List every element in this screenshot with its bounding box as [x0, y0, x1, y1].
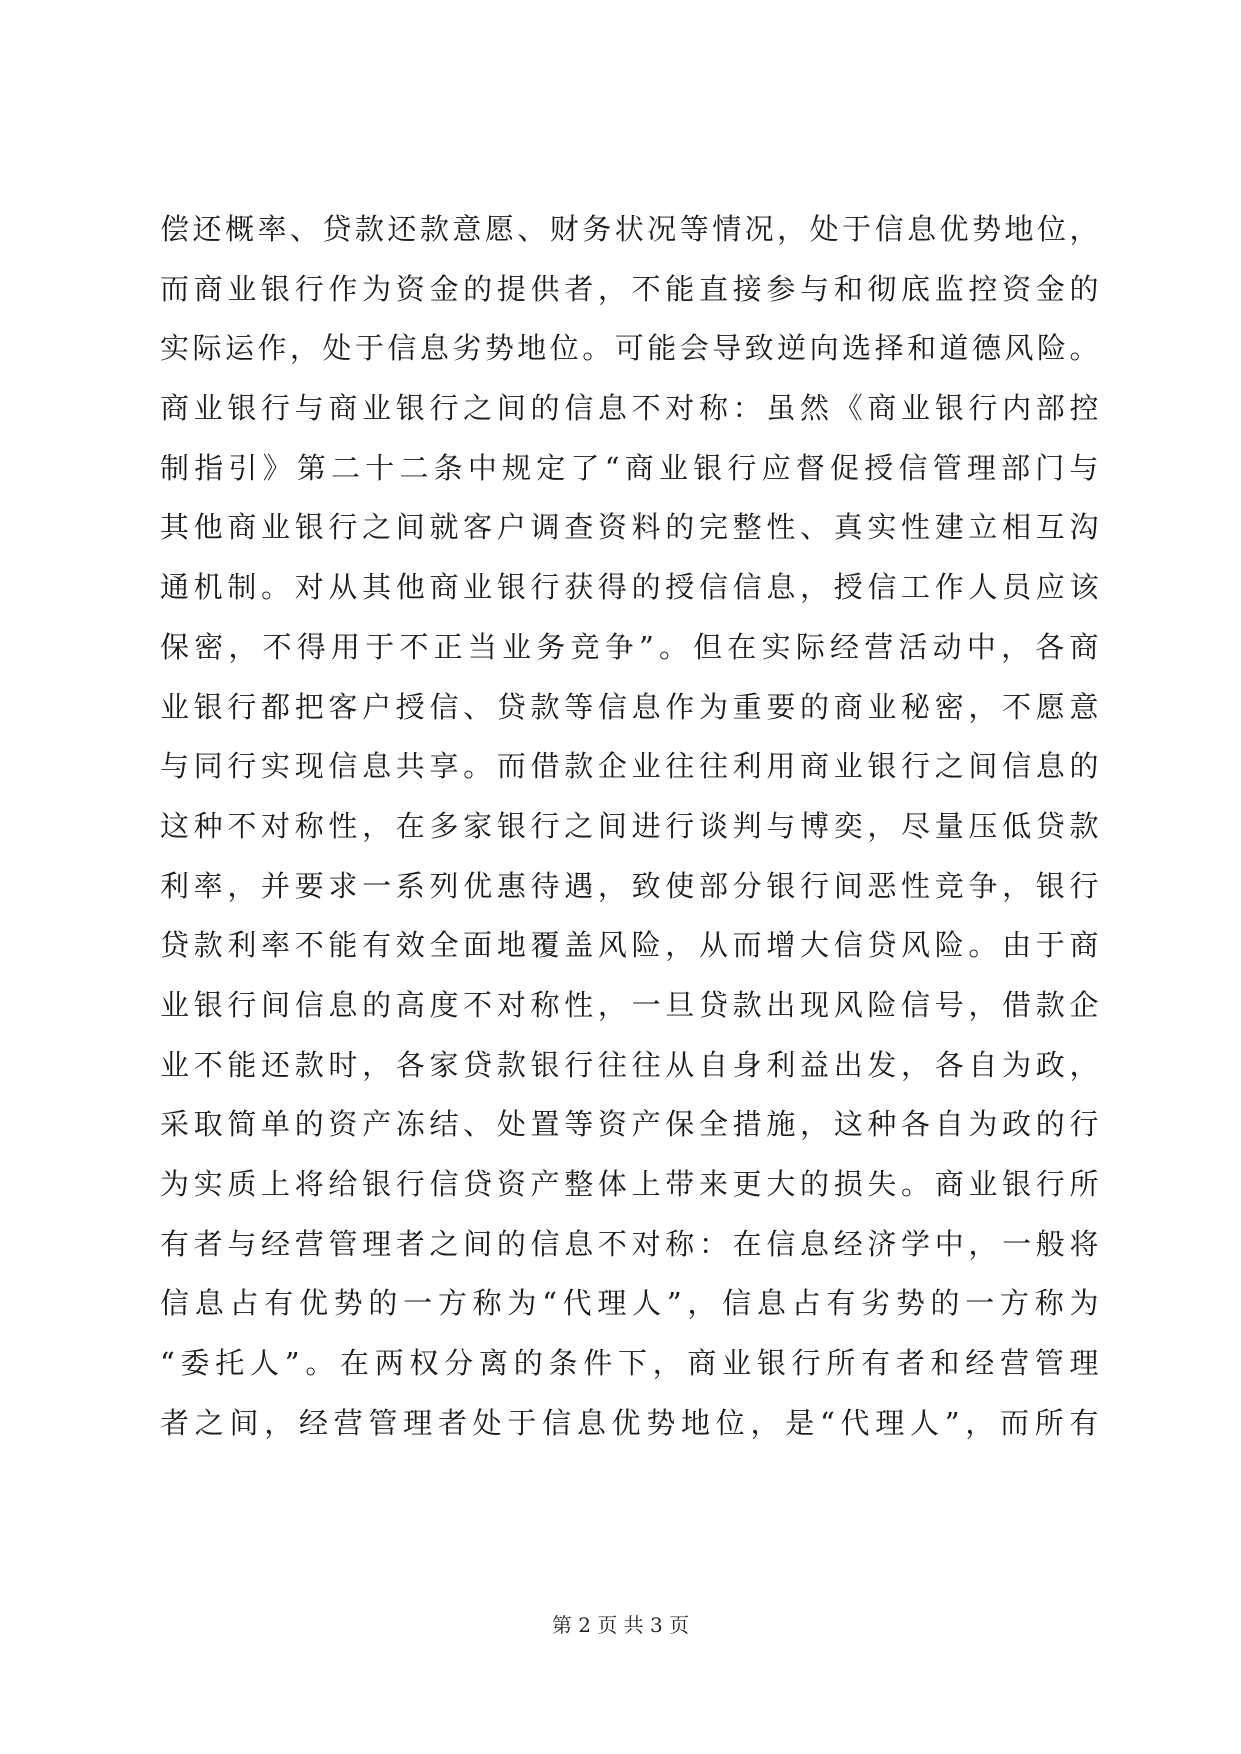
text-line-13: 贷款利率不能有效全面地覆盖风险，从而增大信贷风险。由于商 — [160, 928, 1100, 963]
body-text — [160, 200, 1100, 1453]
text-line-1: 偿还概率、贷款还款意愿、财务状况等情况，处于信息优势地位， — [160, 212, 1100, 246]
text-line-16: 采取简单的资产冻结、处置等资产保全措施，这种各自为政的行 — [160, 1107, 1100, 1142]
text-line-5: 制指引》第二十二条中规定了“商业银行应督促授信管理部门与 — [160, 450, 1100, 485]
text-line-3: 实际运作，处于信息劣势地位。可能会导致逆向选择和道德风险。 — [160, 331, 1100, 366]
text-line-21: 者之间，经营管理者处于信息优势地位，是“代理人”，而所有 — [160, 1405, 1100, 1440]
text-line-8: 保密，不得用于不正当业务竞争”。但在实际经营活动中，各商 — [160, 629, 1100, 664]
text-line-6: 其他商业银行之间就客户调查资料的完整性、真实性建立相互沟 — [160, 510, 1100, 545]
text-line-7: 通机制。对从其他商业银行获得的授信信息，授信工作人员应该 — [160, 570, 1100, 605]
text-line-20: “委托人”。在两权分离的条件下，商业银行所有者和经营管理 — [160, 1346, 1100, 1381]
text-line-4: 商业银行与商业银行之间的信息不对称：虽然《商业银行内部控 — [160, 391, 1100, 426]
text-line-14: 业银行间信息的高度不对称性，一旦贷款出现风险信号，借款企 — [160, 987, 1100, 1022]
text-line-15: 业不能还款时，各家贷款银行往往从自身利益出发，各自为政， — [160, 1047, 1100, 1082]
page-number-footer: 第 2 页 共 3 页 — [551, 1613, 690, 1637]
text-line-17: 为实质上将给银行信贷资产整体上带来更大的损失。商业银行所 — [160, 1167, 1100, 1201]
text-line-18: 有者与经营管理者之间的信息不对称：在信息经济学中，一般将 — [160, 1226, 1100, 1261]
text-line-19: 信息占有优势的一方称为“代理人”，信息占有劣势的一方称为 — [160, 1286, 1100, 1321]
text-line-2: 而商业银行作为资金的提供者，不能直接参与和彻底监控资金的 — [160, 271, 1100, 306]
text-line-10: 与同行实现信息共享。而借款企业往往利用商业银行之间信息的 — [160, 749, 1100, 784]
text-line-9: 业银行都把客户授信、贷款等信息作为重要的商业秘密，不愿意 — [160, 689, 1100, 724]
text-line-12: 利率，并要求一系列优惠待遇，致使部分银行间恶性竞争，银行 — [160, 868, 1100, 903]
text-line-11: 这种不对称性，在多家银行之间进行谈判与博奕，尽量压低贷款 — [160, 808, 1100, 843]
